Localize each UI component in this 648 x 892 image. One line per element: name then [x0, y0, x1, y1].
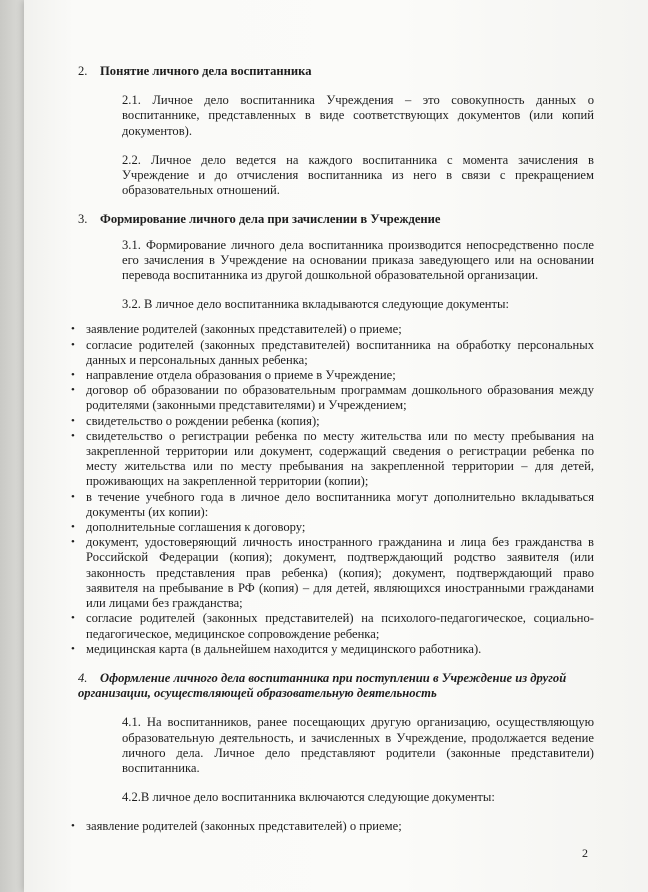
section-3-document-list: [71, 322, 594, 656]
list-item: • согласие родителей (законных представителей) на психолого-педагогическое, социально-педагогическое, медицинское сопровождение ребенка;: [71, 611, 594, 641]
list-item: • медицинская карта (в дальнейшем находится у медицинского работника).: [71, 641, 482, 656]
list-item: • заявление родителей (законных представителей) о приеме;: [71, 322, 402, 337]
paragraph-2-1: 2.1. Личное дело воспитанника Учреждения – это совокупность данных о воспитаннике, представленных в виде соответствующих документов (или копий документов).: [122, 93, 594, 138]
paragraph-3-1: 3.1. Формирование личного дела воспитанника производится непосредственно после его зачисления в Учреждение на основании приказа заведующего или на основании перевода воспитанника из другой дошкольной образовательной организации.: [122, 237, 594, 283]
list-item: • свидетельство о регистрации ребенка по месту жительства или по месту пребывания на закрепленной территории или документ, содержащий сведения о регистрации ребенка по месту жительства или по месту пребывания на закрепленной территории – для детей, проживающих на закрепленной территории (копии);: [71, 428, 594, 489]
document-content: [71, 64, 594, 835]
bullet-icon: •: [71, 323, 75, 336]
bullet-icon: •: [71, 338, 75, 351]
list-item: • в течение учебного года в личное дело воспитанника могут дополнительно вкладываться документы (их копии):: [71, 489, 594, 519]
bullet-icon: •: [71, 414, 75, 427]
bullet-icon: •: [71, 521, 75, 534]
section-2-title: Понятие личного дела воспитанника: [100, 64, 312, 78]
section-2-number: 2.: [78, 64, 88, 78]
page-number: 2: [582, 846, 588, 860]
bullet-icon: •: [71, 820, 75, 833]
section-4-document-list: [71, 819, 594, 834]
document-page: [24, 0, 648, 892]
bullet-icon: •: [71, 642, 75, 655]
section-3-number: 3.: [78, 212, 88, 227]
list-item: • свидетельство о рождении ребенка (копия);: [71, 413, 320, 428]
section-3-title: Формирование личного дела при зачислении в Учреждение: [100, 212, 441, 227]
bullet-icon: •: [71, 429, 75, 442]
paragraph-2-2: 2.2. Личное дело ведется на каждого воспитанника с момента зачисления в Учреждение и до отчисления воспитанника из него в связи с прекращением образовательных отношений.: [122, 152, 594, 198]
paragraph-4-1: 4.1. На воспитанников, ранее посещающих другую организацию, осуществляющую образовательную деятельность, и зачисленных в Учреждение, продолжается ведение личного дела. Личное дело представляют родители (законные представители) воспитанника.: [122, 715, 594, 775]
bullet-icon: •: [71, 536, 75, 549]
bullet-icon: •: [71, 490, 75, 503]
section-4-number: 4.: [78, 670, 88, 685]
scan-edge: [0, 0, 24, 892]
list-item: • заявление родителей (законных представителей) о приеме;: [71, 819, 402, 834]
section-3-heading: [78, 212, 594, 227]
list-item: • дополнительные соглашения к договору;: [71, 520, 306, 535]
list-item: • согласие родителей (законных представителей) воспитанника на обработку персональных данных и персональных данных ребенка;: [71, 337, 594, 367]
paragraph-3-2: 3.2. В личное дело воспитанника вкладываются следующие документы:: [122, 297, 510, 312]
list-item: • направление отдела образования о приеме в Учреждение;: [71, 368, 396, 383]
list-item: • документ, удостоверяющий личность иностранного гражданина и лица без гражданства в Российской Федерации (копия); документ, подтверждающий родство заявителя (или законность представления прав ребенка) (копия); документ, подтверждающий право заявителя на пребывание в РФ (копия) – для детей, являющихся иностранными гражданами или лицами без гражданства;: [71, 535, 594, 611]
list-item: • договор об образовании по образовательным программам дошкольного образования между родителями (законными представителями) и Учреждением;: [71, 383, 594, 413]
bullet-icon: •: [71, 384, 75, 397]
paragraph-4-2: 4.2.В личное дело воспитанника включаются следующие документы:: [122, 790, 495, 805]
bullet-icon: •: [71, 612, 75, 625]
bullet-icon: •: [71, 369, 75, 382]
section-2-heading: [78, 64, 594, 79]
section-4-title: Оформление личного дела воспитанника при поступлении в Учреждение из другой организации, осуществляющей образовательную деятельность: [78, 670, 567, 701]
section-4-heading: [78, 671, 594, 701]
